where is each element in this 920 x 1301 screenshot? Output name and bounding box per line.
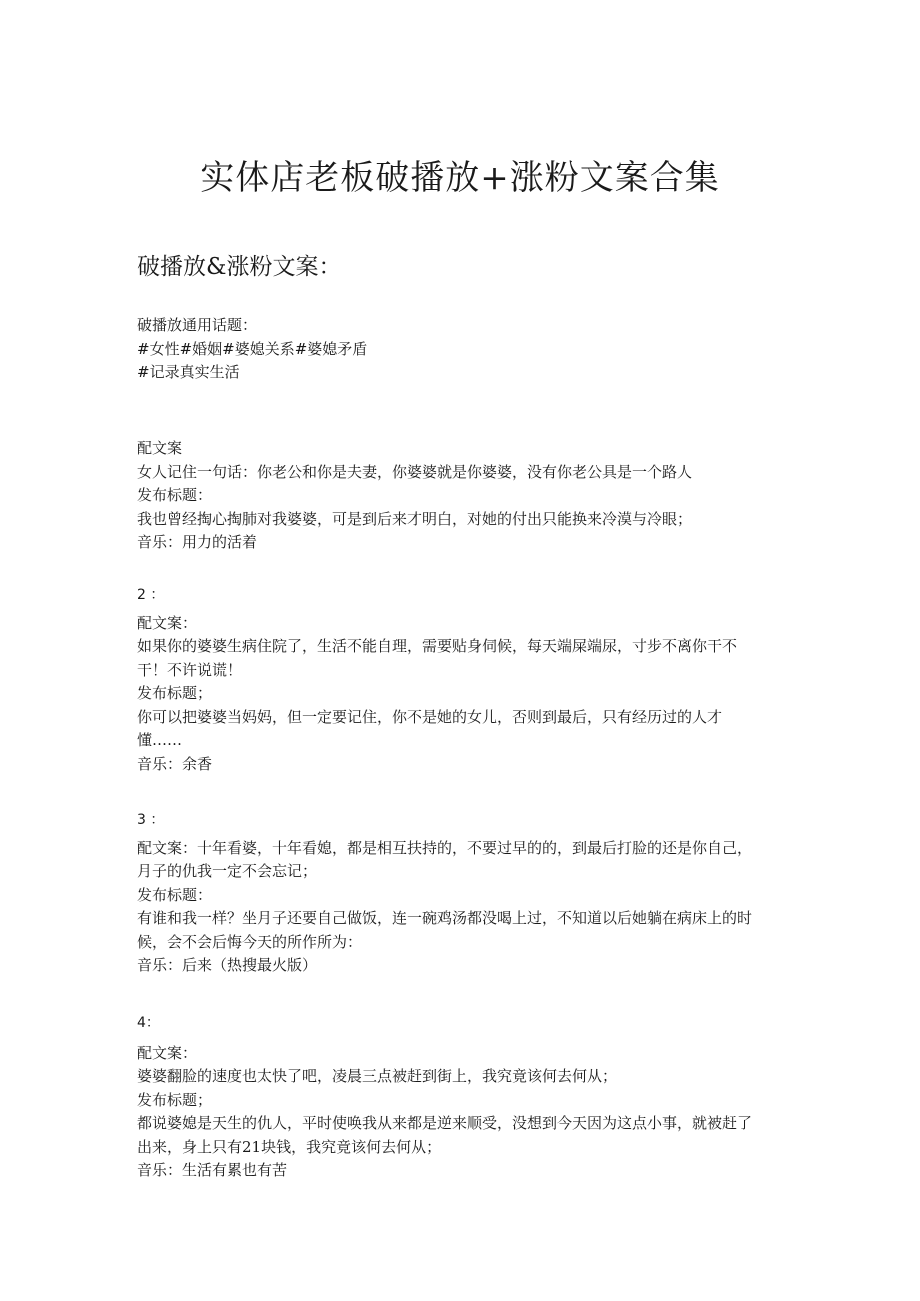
publish-title-line-1: 你可以把婆婆当妈妈，但一定要记住，你不是她的女儿，否则到最后，只有经历过的人才: [137, 707, 723, 726]
publish-title-line-2: 候，会不会后悔今天的所作所为：: [137, 932, 363, 951]
item-2: [137, 584, 777, 776]
topics-line-1: #女性#婚姻#婆媳关系#婆媳矛盾: [137, 339, 368, 358]
music-line: 音乐：生活有累也有苦: [137, 1161, 288, 1179]
copy-text: 婆婆翻脸的速度也太快了吧，凌晨三点被赶到街上，我究竟该何去何从；: [137, 1067, 618, 1085]
document-title: 实体店老板破播放+涨粉文案合集: [200, 158, 720, 198]
item-number: 4：: [137, 1015, 160, 1031]
copy-label: 配文案：: [137, 1043, 198, 1062]
copy-line-2: 月子的仇我一定不会忘记；: [137, 862, 318, 880]
music-line: 音乐：后来（热搜最火版）: [137, 956, 318, 974]
copy-line-1: 配文案：十年看婆，十年看媳，都是相互扶持的，不要过早的的，到最后打脸的还是你自己，: [137, 838, 753, 857]
item-number: 3 ：: [137, 812, 165, 828]
music-line: 音乐：余香: [137, 754, 213, 773]
publish-title-line-1: 有谁和我一样？坐月子还要自己做饭，连一碗鸡汤都没喝上过，不知道以后她躺在病床上的时: [137, 909, 753, 927]
publish-title-label: 发布标题：: [137, 885, 213, 904]
topics-label: 破播放通用话题：: [137, 316, 258, 334]
item-4: [137, 1012, 777, 1183]
publish-title-label: 发布标题：: [137, 486, 213, 504]
copy-text-line-1: 如果你的婆婆生病住院了，生活不能自理，需要贴身伺候，每天端屎端尿，寸步不离你干不: [137, 637, 738, 655]
copy-text: 女人记住一句话：你老公和你是夫妻，你婆婆就是你婆婆，没有你老公具是一个路人: [137, 462, 693, 481]
publish-title-line-2: 出来，身上只有21块钱，我究竟该何去何从；: [137, 1137, 442, 1156]
music-line: 音乐：用力的活着: [137, 533, 258, 551]
publish-title-line-2: 懂……: [137, 731, 183, 749]
item-3: [137, 809, 777, 978]
item-number: 2 ：: [137, 587, 165, 603]
publish-title-text: 我也曾经掏心掏肺对我婆婆，可是到后来才明白，对她的付出只能换来冷漠与冷眼；: [137, 509, 693, 528]
publish-title-label: 发布标题；: [137, 1090, 213, 1109]
section-heading: 破播放&涨粉文案：: [137, 254, 342, 280]
publish-title-line-1: 都说婆媳是天生的仇人，平时使唤我从来都是逆来顺受，没想到今天因为这点小事，就被赶了: [137, 1114, 753, 1132]
item-1: [137, 437, 777, 555]
topics-line-2: #记录真实生活: [137, 363, 240, 381]
topics-block: [137, 314, 777, 385]
publish-title-label: 发布标题；: [137, 684, 213, 702]
copy-text-line-2: 干！不许说谎！: [137, 660, 243, 679]
copy-label: 配文案：: [137, 613, 198, 632]
copy-label: 配文案: [137, 439, 183, 457]
